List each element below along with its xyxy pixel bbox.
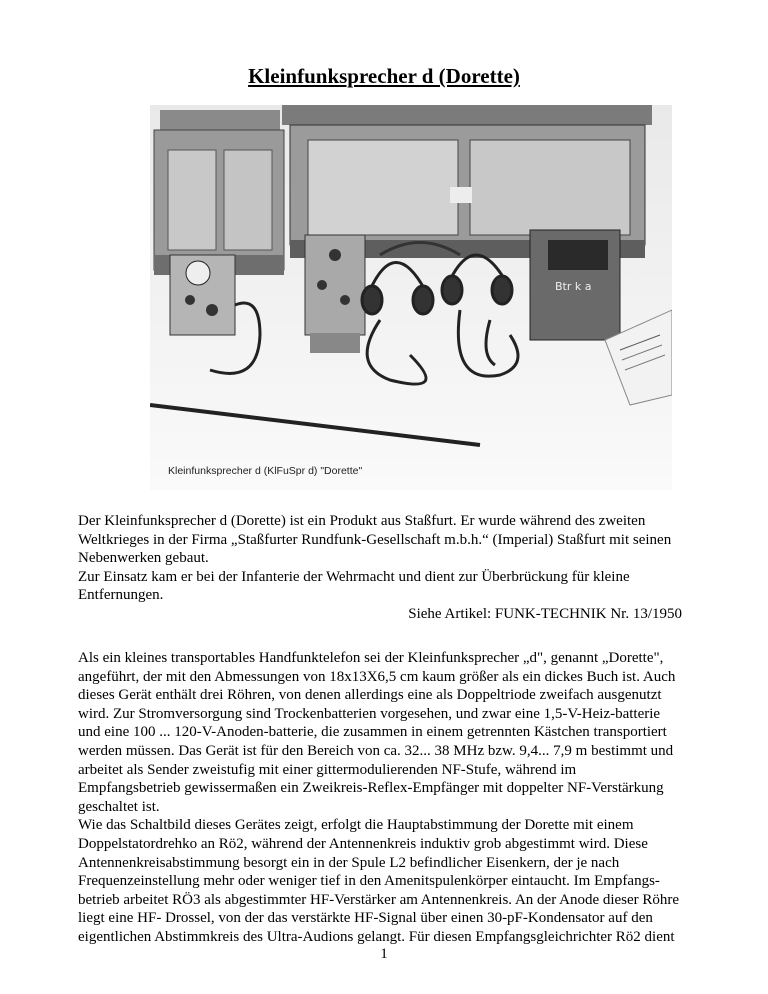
photo-illustration <box>150 105 672 490</box>
article-reference: Siehe Artikel: FUNK-TECHNIK Nr. 13/1950 <box>408 605 682 622</box>
radio-unit-right <box>305 235 365 353</box>
battery-box <box>530 230 620 340</box>
photo-caption: Kleinfunksprecher d (KlFuSpr d) "Dorette" <box>168 465 363 477</box>
intro-paragraph <box>78 512 694 624</box>
body-line: wird. Zur Stromversorgung sind Trockenbatterien vorgesehen, und zwar eine 1,5-V-Heiz-batterie <box>78 705 661 722</box>
intro-line: Zur Einsatz kam er bei der Infanterie der Wehrmacht und dient zur Überbrückung für kleine <box>78 568 630 585</box>
page-title: Kleinfunksprecher d (Dorette) <box>248 64 520 88</box>
battery-box-label: Btr k a <box>555 280 592 293</box>
body-line: Antennenkreisabstimmung besorgt ein in der Spule L2 befindlicher Eisenkern, der je nach <box>78 854 620 871</box>
body-line: und eine 100 ... 120-V-Anoden-batterie, die zusammen in einem getrennten Kästchen transportiert <box>78 724 667 741</box>
body-line: Doppelstatordrehko an Rö2, während der Antennenkreis induktiv grob abgestimmt wird. Diese <box>78 835 648 852</box>
body-line: eigentlichen Abstimmkreis des Ultra-Audions gelangt. Für diesen Empfangsgleichrichter Rö2 dient <box>78 928 675 945</box>
intro-line: Entfernungen. <box>78 587 164 604</box>
body-line: Wie das Schaltbild dieses Gerätes zeigt, erfolgt die Hauptabstimmung der Dorette mit einem <box>78 817 634 834</box>
left-case <box>154 110 284 275</box>
intro-line: Der Kleinfunksprecher d (Dorette) ist ein Produkt aus Staßfurt. Er wurde während des zweiten <box>78 513 646 529</box>
body-line: betrieb arbeitet RÖ3 als abgestimmter HF-Verstärker am Antennenkreis. An der Anode dieser Röhre <box>78 891 680 908</box>
body-line: Als ein kleines transportables Handfunktelefon sei der Kleinfunksprecher „d", genannt „Dorette", <box>78 650 664 666</box>
equipment-photo <box>150 105 672 490</box>
body-line: werden müssen. Das Gerät ist für den Bereich von ca. 32... 38 MHz bzw. 9,4... 7,9 m bestimmt und <box>78 742 674 759</box>
body-line: Frequenzeinstellung mehr oder weniger tief in den Amenitspulenkörper eintaucht. Im Empfangs- <box>78 873 660 890</box>
body-line: angeführt, der mit den Abmessungen von 18x13X6,5 cm kaum größer als ein dickes Buch ist. Auch <box>78 668 676 685</box>
body-line: dieses Gerät enthält drei Röhren, von denen allerdings eine als Doppeltriode zweifach ausgenutzt <box>78 687 662 704</box>
body-line: liegt eine HF- Drossel, von der das verstärkte HF-Signal über einen 30-pF-Kondensator auf den <box>78 910 653 927</box>
body-paragraph <box>78 649 694 947</box>
body-line: arbeitet als Sender zweistufig mit einer gittermodulierenden NF-Stufe, während im <box>78 761 577 778</box>
intro-line: Weltkrieges in der Firma „Staßfurter Rundfunk-Gesellschaft m.b.h.“ (Imperial) Staßfurt mit seinen <box>78 531 672 548</box>
body-line: Empfangsbetrieb gewissermaßen ein Zweikreis-Reflex-Empfänger mit doppelter NF-Verstärkung <box>78 780 664 797</box>
body-line: geschaltet ist. <box>78 798 160 815</box>
page-number: 1 <box>380 946 388 962</box>
intro-line: Nebenwerken gebaut. <box>78 550 209 567</box>
